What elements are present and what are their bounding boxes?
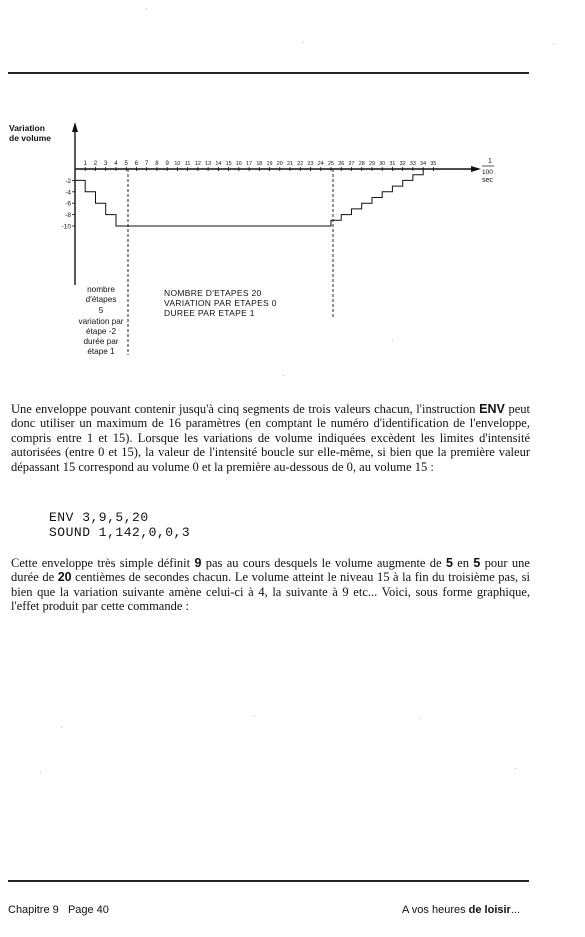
middle-segment-note [164, 288, 277, 318]
x-tick-label: 14 [215, 161, 222, 167]
x-tick-label: 29 [368, 161, 375, 167]
y-tick-label: -2 [65, 177, 71, 185]
p2-number-steps: 9 [194, 556, 202, 570]
left-note-line-6: durée par [83, 337, 119, 346]
x-tick-label: 26 [338, 161, 345, 167]
x-unit-label: sec [482, 177, 493, 184]
x-tick-label: 33 [409, 161, 416, 167]
scan-speck [515, 768, 516, 769]
code-line-env: ENV 3,9,5,20 [49, 510, 149, 525]
middle-note-line-1: NOMBRE D'ETAPES 20 [164, 288, 262, 298]
footer-chapter-page [8, 904, 109, 916]
x-axis-arrow [471, 166, 481, 172]
volume-envelope-diagram [0, 100, 585, 370]
footer-title-end: ... [510, 904, 521, 916]
left-note-line-3: 5 [98, 306, 104, 315]
scan-speck [146, 8, 147, 9]
p2-part-3: en [452, 556, 474, 570]
x-tick-label: 5 [124, 161, 128, 167]
paragraph-example-explanation [11, 556, 530, 614]
middle-note-line-3: DUREE PAR ETAPE 1 [164, 308, 255, 318]
p2-part-2: pas au cours desquels le volume augmente de [201, 556, 446, 570]
y-tick-label: -6 [65, 200, 71, 208]
footer-title-normal: A vos heures [402, 904, 469, 916]
footer-book-title [402, 904, 520, 916]
x-tick-label: 17 [246, 161, 253, 167]
left-segment-note [78, 285, 123, 356]
scan-speck [553, 44, 554, 45]
y-tick-label: -10 [61, 223, 71, 231]
scan-speck [283, 375, 284, 376]
p2-part-4: pour une durée de [11, 556, 530, 585]
x-tick-label: 20 [276, 161, 283, 167]
x-tick-label: 9 [165, 161, 169, 167]
code-block [49, 510, 190, 540]
x-tick-label: 11 [184, 161, 191, 167]
scan-speck [40, 772, 41, 773]
x-tick-label: 4 [114, 161, 118, 167]
x-tick-label: 24 [317, 161, 324, 167]
y-axis-title-line1: Variation [9, 123, 45, 133]
x-tick-label: 25 [328, 161, 334, 167]
x-tick-label: 31 [389, 161, 396, 167]
x-tick-label: 34 [420, 161, 427, 167]
x-tick-label: 12 [194, 161, 201, 167]
x-tick-label: 22 [297, 161, 304, 167]
x-tick-label: 2 [93, 161, 98, 167]
left-note-line-1: nombre [87, 285, 115, 294]
x-tick-label: 15 [225, 161, 232, 167]
p2-number-duration: 20 [57, 570, 72, 585]
x-tick-label: 19 [266, 161, 273, 167]
scan-speck [420, 718, 421, 719]
y-tick-label: -8 [65, 212, 71, 220]
y-axis-ticks [62, 178, 75, 231]
x-tick-label: 21 [287, 161, 294, 167]
x-tick-label: 8 [155, 161, 159, 167]
x-tick-label: 10 [174, 161, 181, 167]
left-note-line-2: d'étapes [85, 295, 117, 304]
x-tick-label: 35 [430, 161, 437, 167]
footer-page: Page 40 [67, 904, 109, 916]
x-tick-label: 28 [358, 161, 365, 167]
paragraph-env-explanation [11, 402, 530, 474]
footer-chapter: Chapitre 9 [8, 904, 59, 916]
p2-part-1: Cette enveloppe très simple définit [11, 556, 195, 570]
x-tick-label: 27 [348, 161, 355, 167]
y-tick-label: -4 [65, 189, 71, 197]
scan-speck [254, 716, 255, 717]
x-tick-label: 23 [307, 161, 314, 167]
middle-note-line-2: VARIATION PAR ETAPES 0 [164, 298, 277, 308]
y-axis-title-line2: de volume [9, 133, 52, 143]
bottom-rule [8, 880, 529, 882]
x-tick-label: 30 [379, 161, 386, 167]
x-tick-label: 7 [145, 161, 149, 167]
scan-speck [61, 727, 62, 728]
x-unit-numerator: 1 [488, 158, 492, 165]
left-note-line-5: étape -2 [85, 327, 117, 336]
p2-part-5: centièmes de secondes chacun. Le volume atteint le niveau 15 à la fin du troisième pas, si bien que la variation suivante amène celui-ci à 4, la suivante à 9 etc... Voici, sous forme graphique, l'effet produit par cette commande : [11, 570, 530, 614]
x-unit-denominator: 100 [482, 169, 493, 176]
x-tick-label: 32 [399, 161, 406, 167]
envelope-curve [75, 169, 433, 226]
left-note-line-4: variation par [78, 317, 124, 326]
p1-text-start: Une enveloppe pouvant contenir jusqu'à cinq segments de trois valeurs chacun, l'instruction [11, 402, 480, 416]
p2-number-increase-2: 5 [473, 556, 481, 570]
code-line-sound: SOUND 1,142,0,0,3 [49, 525, 191, 540]
scan-speck [392, 340, 393, 341]
footer-title-bold: de loisir [468, 904, 511, 916]
p2-number-increase: 5 [445, 556, 453, 570]
x-tick-label: 16 [235, 161, 242, 167]
left-note-line-7: étape 1 [87, 347, 115, 356]
y-axis-arrow [72, 122, 78, 132]
top-rule [8, 72, 529, 74]
env-keyword: ENV [479, 402, 505, 416]
x-tick-label: 3 [104, 161, 108, 167]
x-tick-label: 13 [205, 161, 212, 167]
p1-text-end: peut donc utiliser un maximum de 16 paramètres (en comptant le numéro d'identification de l'enveloppe, compris entre 1 et 15). Lorsque les variations de volume indiquées excèdent les limites d'intensité autorisées (entre 0 et 15), la valeur de l'intensité boucle sur elle-même, si bien que la première valeur dépassant 15 correspond au volume 0 et la première au-dessous de 0, au volume 15 : [11, 402, 530, 474]
x-tick-label: 6 [134, 161, 139, 167]
scan-speck [303, 42, 304, 43]
x-tick-label: 1 [83, 161, 87, 167]
x-tick-label: 18 [256, 161, 263, 167]
